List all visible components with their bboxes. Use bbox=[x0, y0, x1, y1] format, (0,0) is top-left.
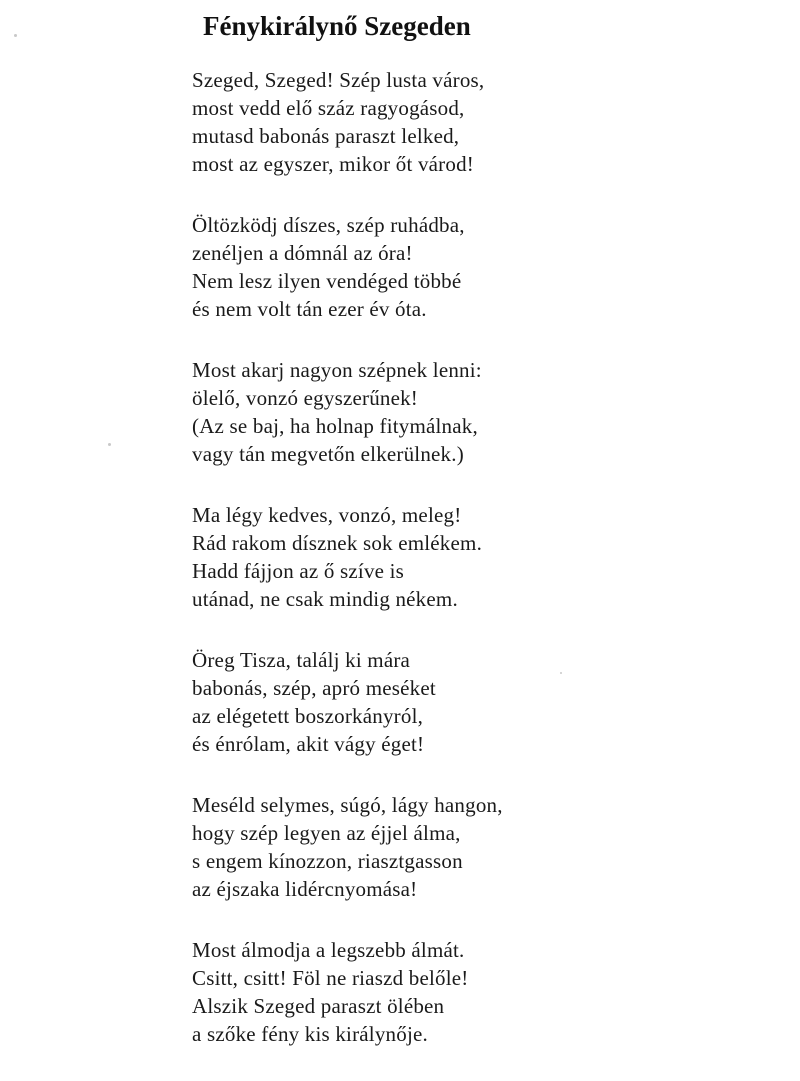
stanza bbox=[192, 791, 752, 903]
poem-line: (Az se baj, ha holnap fitymálnak, bbox=[192, 414, 478, 438]
stanza bbox=[192, 356, 752, 468]
scan-speck bbox=[108, 443, 111, 446]
poem-line: hogy szép legyen az éjjel álma, bbox=[192, 821, 461, 845]
poem-line: és nem volt tán ezer év óta. bbox=[192, 297, 427, 321]
poem-body bbox=[192, 66, 752, 1081]
poem-line: Csitt, csitt! Föl ne riaszd belőle! bbox=[192, 966, 469, 990]
poem-line: az éjszaka lidércnyomása! bbox=[192, 877, 418, 901]
poem-line: Nem lesz ilyen vendéged többé bbox=[192, 269, 462, 293]
poem-line: most az egyszer, mikor őt várod! bbox=[192, 152, 474, 176]
stanza bbox=[192, 501, 752, 613]
poem-line: Szeged, Szeged! Szép lusta város, bbox=[192, 68, 485, 92]
stanza bbox=[192, 66, 752, 178]
poem-line: Rád rakom dísznek sok emlékem. bbox=[192, 531, 483, 555]
stanza bbox=[192, 646, 752, 758]
poem-line: ölelő, vonzó egyszerűnek! bbox=[192, 386, 419, 410]
poem-line: a szőke fény kis királynője. bbox=[192, 1022, 428, 1046]
poem-line: babonás, szép, apró meséket bbox=[192, 676, 436, 700]
poem-line: Ma légy kedves, vonzó, meleg! bbox=[192, 503, 462, 527]
poem-line: zenéljen a dómnál az óra! bbox=[192, 241, 413, 265]
poem-line: Alszik Szeged paraszt ölében bbox=[192, 994, 445, 1018]
poem-line: mutasd babonás paraszt lelked, bbox=[192, 124, 460, 148]
poem-line: Most álmodja a legszebb álmát. bbox=[192, 938, 465, 962]
poem-line: Öreg Tisza, találj ki mára bbox=[192, 648, 411, 672]
poem-line: Meséld selymes, súgó, lágy hangon, bbox=[192, 793, 503, 817]
poem-line: utánad, ne csak mindig nékem. bbox=[192, 587, 458, 611]
poem-line: Öltözködj díszes, szép ruhádba, bbox=[192, 213, 465, 237]
poem-line: és énrólam, akit vágy éget! bbox=[192, 732, 425, 756]
stanza bbox=[192, 211, 752, 323]
scan-speck bbox=[14, 34, 17, 37]
poem-line: Most akarj nagyon szépnek lenni: bbox=[192, 358, 482, 382]
poem-line: s engem kínozzon, riasztgasson bbox=[192, 849, 463, 873]
poem-line: az elégetett boszorkányról, bbox=[192, 704, 424, 728]
poem-title: Fénykirálynő Szegeden bbox=[203, 11, 471, 41]
poem-line: most vedd elő száz ragyogásod, bbox=[192, 96, 465, 120]
scan-speck bbox=[560, 672, 562, 674]
poem-line: Hadd fájjon az ő szíve is bbox=[192, 559, 405, 583]
poem-line: vagy tán megvetőn elkerülnek.) bbox=[192, 442, 464, 466]
stanza bbox=[192, 936, 752, 1048]
